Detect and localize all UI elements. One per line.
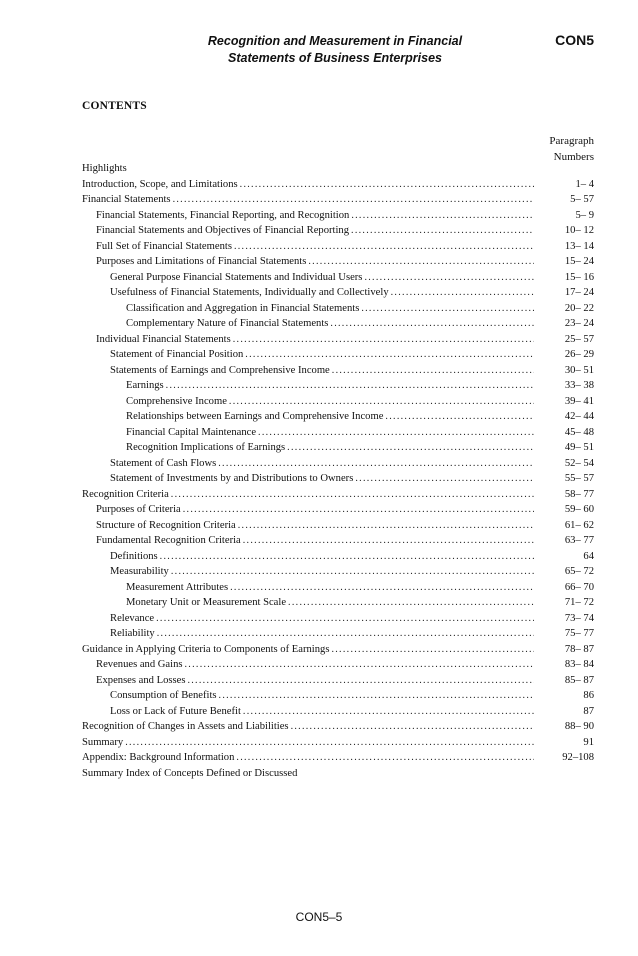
toc-entry-paragraphs: 55– 57 bbox=[564, 473, 594, 484]
dot-leader bbox=[238, 518, 534, 534]
toc-entry-title: Purposes and Limitations of Financial Statements bbox=[96, 256, 307, 267]
dot-leader bbox=[229, 394, 534, 410]
toc-entry bbox=[82, 626, 594, 642]
toc-entry-paragraphs: 15– 16 bbox=[564, 271, 594, 283]
toc-entry-title: Guidance in Applying Criteria to Components of Earnings bbox=[82, 643, 330, 655]
toc-entry-title: Financial Capital Maintenance bbox=[126, 426, 257, 438]
dot-leader bbox=[236, 750, 534, 766]
toc-entry bbox=[82, 735, 594, 751]
toc-entry-title: Individual Financial Statements bbox=[96, 333, 231, 345]
toc-entry-title: Recognition Criteria bbox=[82, 488, 169, 500]
toc-entry-title: Relationships between Earnings and Comprehensive Income bbox=[126, 411, 384, 422]
dot-leader bbox=[385, 409, 534, 425]
toc-entry bbox=[82, 487, 594, 503]
toc-entry-paragraphs: 71– 72 bbox=[564, 597, 594, 608]
toc-entry bbox=[82, 657, 594, 673]
toc-entry-paragraphs: 58– 77 bbox=[564, 488, 594, 500]
dot-leader bbox=[258, 425, 534, 441]
toc-entry-paragraphs: 20– 22 bbox=[564, 302, 594, 314]
dot-leader bbox=[240, 177, 534, 193]
dot-leader bbox=[355, 471, 534, 487]
dot-leader bbox=[291, 719, 534, 735]
toc-entry-title: Purposes of Criteria bbox=[96, 504, 181, 515]
dot-leader bbox=[332, 363, 534, 379]
toc-entry-paragraphs: 83– 84 bbox=[564, 659, 594, 670]
toc-entry-title: Relevance bbox=[110, 612, 155, 624]
dot-leader bbox=[243, 533, 534, 549]
toc-entry-title: Measurement Attributes bbox=[126, 581, 229, 593]
dot-leader bbox=[364, 270, 534, 286]
toc-entry-paragraphs: 52– 54 bbox=[564, 457, 594, 469]
toc-entry-title: Appendix: Background Information bbox=[82, 752, 235, 763]
contents-heading: CONTENTS bbox=[82, 100, 147, 112]
toc-entry bbox=[82, 254, 594, 270]
toc-entry-title: Definitions bbox=[110, 550, 158, 562]
toc-entry bbox=[82, 766, 594, 782]
toc-entry bbox=[82, 595, 594, 611]
toc-entry bbox=[82, 177, 594, 193]
toc-entry bbox=[82, 192, 594, 208]
toc-entry bbox=[82, 564, 594, 580]
toc-entry-paragraphs: 1– 4 bbox=[575, 178, 594, 190]
toc-entry-paragraphs: 5– 57 bbox=[570, 194, 594, 205]
toc-entry-title: Expenses and Losses bbox=[96, 674, 186, 686]
toc-entry bbox=[82, 301, 594, 317]
toc-entry-paragraphs: 13– 14 bbox=[564, 240, 594, 252]
toc-entry-paragraphs: 10– 12 bbox=[564, 225, 594, 236]
toc-entry bbox=[82, 456, 594, 472]
toc-entry-title: Structure of Recognition Criteria bbox=[96, 519, 236, 531]
toc-entry-paragraphs: 91 bbox=[583, 736, 594, 748]
toc-entry-paragraphs: 15– 24 bbox=[564, 256, 594, 267]
toc-entry bbox=[82, 719, 594, 735]
toc-entry-paragraphs: 65– 72 bbox=[564, 566, 594, 577]
column-header-line-2: Numbers bbox=[553, 151, 594, 163]
dot-leader bbox=[245, 347, 534, 363]
toc-entry-title: Summary Index of Concepts Defined or Discussed bbox=[82, 767, 298, 779]
dot-leader bbox=[230, 580, 534, 596]
toc-entry-title: Financial Statements, Financial Reporting, and Recognition bbox=[96, 209, 350, 221]
toc-entry-title: Consumption of Benefits bbox=[110, 690, 217, 701]
toc-entry-title: Fundamental Recognition Criteria bbox=[96, 535, 241, 546]
dot-leader bbox=[351, 208, 534, 224]
toc-entry-title: Usefulness of Financial Statements, Individually and Collectively bbox=[110, 287, 389, 298]
toc-entry-paragraphs: 17– 24 bbox=[564, 287, 594, 298]
toc-entry-title: General Purpose Financial Statements and Individual Users bbox=[110, 271, 363, 283]
dot-leader bbox=[219, 688, 534, 704]
toc-entry bbox=[82, 223, 594, 239]
toc-entry-paragraphs: 30– 51 bbox=[564, 364, 594, 376]
document-title-line-1: Recognition and Measurement in Financial bbox=[207, 34, 463, 48]
toc-entry-paragraphs: 59– 60 bbox=[564, 504, 594, 515]
toc-entry-title: Recognition of Changes in Assets and Liabilities bbox=[82, 721, 289, 732]
toc-entry-title: Loss or Lack of Future Benefit bbox=[110, 705, 241, 717]
toc-entry-title: Statement of Cash Flows bbox=[110, 457, 217, 469]
toc-entry bbox=[82, 750, 594, 766]
toc-entry-title: Full Set of Financial Statements bbox=[96, 240, 232, 252]
dot-leader bbox=[187, 673, 534, 689]
toc-entry-title: Revenues and Gains bbox=[96, 659, 183, 670]
toc-entry-paragraphs: 45– 48 bbox=[564, 426, 594, 438]
toc-entry-title: Earnings bbox=[126, 380, 164, 391]
dot-leader bbox=[183, 502, 534, 518]
toc-entry-title: Highlights bbox=[82, 163, 127, 174]
dot-leader bbox=[243, 704, 534, 720]
document-title-line-2: Statements of Business Enterprises bbox=[228, 51, 442, 65]
column-header-line-1: Paragraph bbox=[549, 135, 594, 147]
toc-entry-title: Reliability bbox=[110, 628, 155, 639]
toc-entry-paragraphs: 63– 77 bbox=[564, 535, 594, 546]
toc-entry-paragraphs: 5– 9 bbox=[575, 209, 594, 221]
toc-entry-paragraphs: 64 bbox=[583, 550, 594, 562]
toc-entry bbox=[82, 471, 594, 487]
toc-entry bbox=[82, 611, 594, 627]
document-code: CON5 bbox=[555, 32, 594, 48]
toc-entry-paragraphs: 61– 62 bbox=[564, 519, 594, 531]
dot-leader bbox=[160, 549, 534, 565]
table-of-contents bbox=[82, 161, 594, 781]
toc-entry-title: Statements of Earnings and Comprehensive Income bbox=[110, 364, 330, 376]
dot-leader bbox=[156, 611, 534, 627]
toc-entry bbox=[82, 332, 594, 348]
toc-entry-paragraphs: 75– 77 bbox=[564, 628, 594, 639]
dot-leader bbox=[171, 487, 534, 503]
toc-entry-paragraphs: 73– 74 bbox=[564, 612, 594, 624]
toc-entry bbox=[82, 316, 594, 332]
dot-leader bbox=[288, 595, 534, 611]
toc-entry bbox=[82, 549, 594, 565]
dot-leader bbox=[351, 223, 534, 239]
dot-leader bbox=[218, 456, 534, 472]
toc-entry bbox=[82, 533, 594, 549]
page-number: CON5–5 bbox=[295, 910, 343, 924]
toc-entry-title: Financial Statements and Objectives of Financial Reporting bbox=[96, 225, 350, 236]
toc-entry bbox=[82, 704, 594, 720]
dot-leader bbox=[287, 440, 534, 456]
toc-entry bbox=[82, 673, 594, 689]
dot-leader bbox=[125, 735, 534, 751]
toc-entry-paragraphs: 86 bbox=[583, 690, 594, 701]
dot-leader bbox=[391, 285, 534, 301]
toc-entry bbox=[82, 518, 594, 534]
toc-entry-paragraphs: 92–108 bbox=[562, 752, 594, 763]
dot-leader bbox=[308, 254, 534, 270]
dot-leader bbox=[185, 657, 535, 673]
toc-entry bbox=[82, 502, 594, 518]
toc-entry-paragraphs: 78– 87 bbox=[564, 643, 594, 655]
dot-leader bbox=[330, 316, 534, 332]
toc-entry-paragraphs: 49– 51 bbox=[564, 442, 594, 453]
toc-entry-title: Introduction, Scope, and Limitations bbox=[82, 178, 238, 190]
toc-entry-paragraphs: 39– 41 bbox=[564, 395, 594, 407]
toc-entry bbox=[82, 347, 594, 363]
toc-entry-title: Summary bbox=[82, 736, 124, 748]
toc-entry bbox=[82, 363, 594, 379]
toc-entry bbox=[82, 161, 594, 177]
dot-leader bbox=[157, 626, 534, 642]
toc-entry-title: Recognition Implications of Earnings bbox=[126, 442, 286, 453]
toc-entry bbox=[82, 285, 594, 301]
toc-entry-paragraphs: 87 bbox=[583, 705, 594, 717]
toc-entry-title: Statement of Investments by and Distributions to Owners bbox=[110, 473, 354, 484]
dot-leader bbox=[361, 301, 534, 317]
toc-entry bbox=[82, 394, 594, 410]
toc-entry-paragraphs: 25– 57 bbox=[564, 333, 594, 345]
toc-entry-title: Complementary Nature of Financial Statements bbox=[126, 318, 329, 329]
toc-entry-title: Statement of Financial Position bbox=[110, 349, 244, 360]
toc-entry-paragraphs: 66– 70 bbox=[564, 581, 594, 593]
toc-entry bbox=[82, 409, 594, 425]
dot-leader bbox=[331, 642, 534, 658]
dot-leader bbox=[171, 564, 534, 580]
toc-entry bbox=[82, 688, 594, 704]
dot-leader bbox=[173, 192, 534, 208]
toc-entry-paragraphs: 85– 87 bbox=[564, 674, 594, 686]
toc-entry-paragraphs: 88– 90 bbox=[564, 721, 594, 732]
toc-entry-title: Financial Statements bbox=[82, 194, 171, 205]
toc-entry-paragraphs: 42– 44 bbox=[564, 411, 594, 422]
toc-entry-paragraphs: 23– 24 bbox=[564, 318, 594, 329]
dot-leader bbox=[166, 378, 534, 394]
toc-entry bbox=[82, 440, 594, 456]
toc-entry bbox=[82, 270, 594, 286]
toc-entry-title: Comprehensive Income bbox=[126, 395, 227, 407]
toc-entry bbox=[82, 208, 594, 224]
toc-entry bbox=[82, 580, 594, 596]
toc-entry bbox=[82, 239, 594, 255]
document-title bbox=[170, 33, 500, 67]
toc-entry bbox=[82, 378, 594, 394]
toc-entry bbox=[82, 642, 594, 658]
toc-entry-title: Measurability bbox=[110, 566, 169, 577]
toc-entry bbox=[82, 425, 594, 441]
dot-leader bbox=[233, 332, 534, 348]
toc-entry-paragraphs: 33– 38 bbox=[564, 380, 594, 391]
dot-leader bbox=[234, 239, 534, 255]
toc-entry-title: Monetary Unit or Measurement Scale bbox=[126, 597, 287, 608]
toc-entry-title: Classification and Aggregation in Financial Statements bbox=[126, 302, 360, 314]
toc-entry-paragraphs: 26– 29 bbox=[564, 349, 594, 360]
